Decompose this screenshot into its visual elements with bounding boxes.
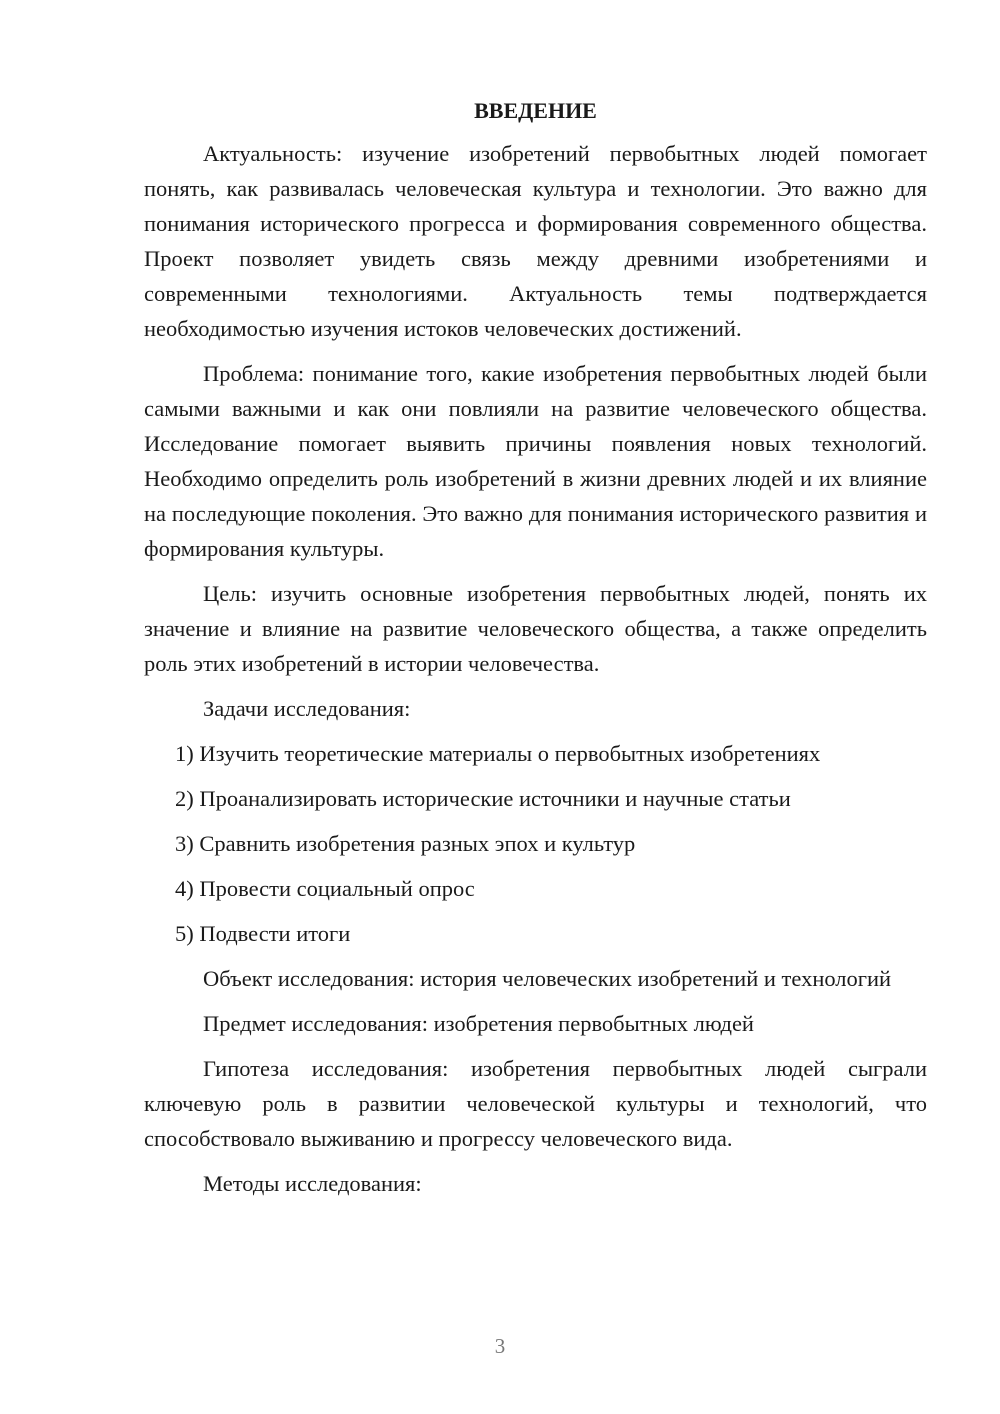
task-item: 2) Проанализировать исторические источники и научные статьи: [175, 786, 791, 811]
methods-title: Методы исследования:: [203, 1171, 422, 1196]
task-item: 4) Провести социальный опрос: [175, 876, 475, 901]
problem-paragraph: Проблема: понимание того, какие изобретения первобытных людей были самыми важными и как они повлияли на развитие человеческого общества. Исследование помогает выявить причины появления новых технологий. Необходимо определить роль изобретений в жизни древних людей и их влияние на последующие поколения. Это важно для понимания исторического развития и формирования культуры.: [144, 361, 927, 561]
document-heading: ВВЕДЕНИЕ: [474, 98, 597, 123]
task-item: 1) Изучить теоретические материалы о первобытных изобретениях: [175, 741, 821, 766]
object-paragraph: Объект исследования: история человеческих изобретений и технологий: [203, 966, 892, 991]
tasks-title: Задачи исследования:: [203, 696, 411, 721]
goal-paragraph: Цель: изучить основные изобретения первобытных людей, понять их значение и влияние на развитие человеческого общества, а также определить роль этих изобретений в истории человечества.: [144, 581, 927, 676]
page-number: 3: [494, 1334, 506, 1358]
task-item: 5) Подвести итоги: [175, 921, 351, 946]
relevance-paragraph: Актуальность: изучение изобретений первобытных людей помогает понять, как развивалась человеческая культура и технологии. Это важно для понимания исторического прогресса и формирования современного общества. Проект позволяет увидеть связь между древними изобретениями и современными технологиями. Актуальность темы подтверждается необходимостью изучения истоков человеческих достижений.: [144, 141, 927, 341]
document-page: [144, 96, 927, 1211]
task-item: 3) Сравнить изобретения разных эпох и культур: [175, 831, 636, 856]
hypothesis-paragraph: Гипотеза исследования: изобретения первобытных людей сыграли ключевую роль в развитии человеческой культуры и технологий, что способствовало выживанию и прогрессу человеческого вида.: [144, 1056, 927, 1151]
subject-paragraph: Предмет исследования: изобретения первобытных людей: [203, 1011, 754, 1036]
tasks-list: [144, 736, 927, 951]
